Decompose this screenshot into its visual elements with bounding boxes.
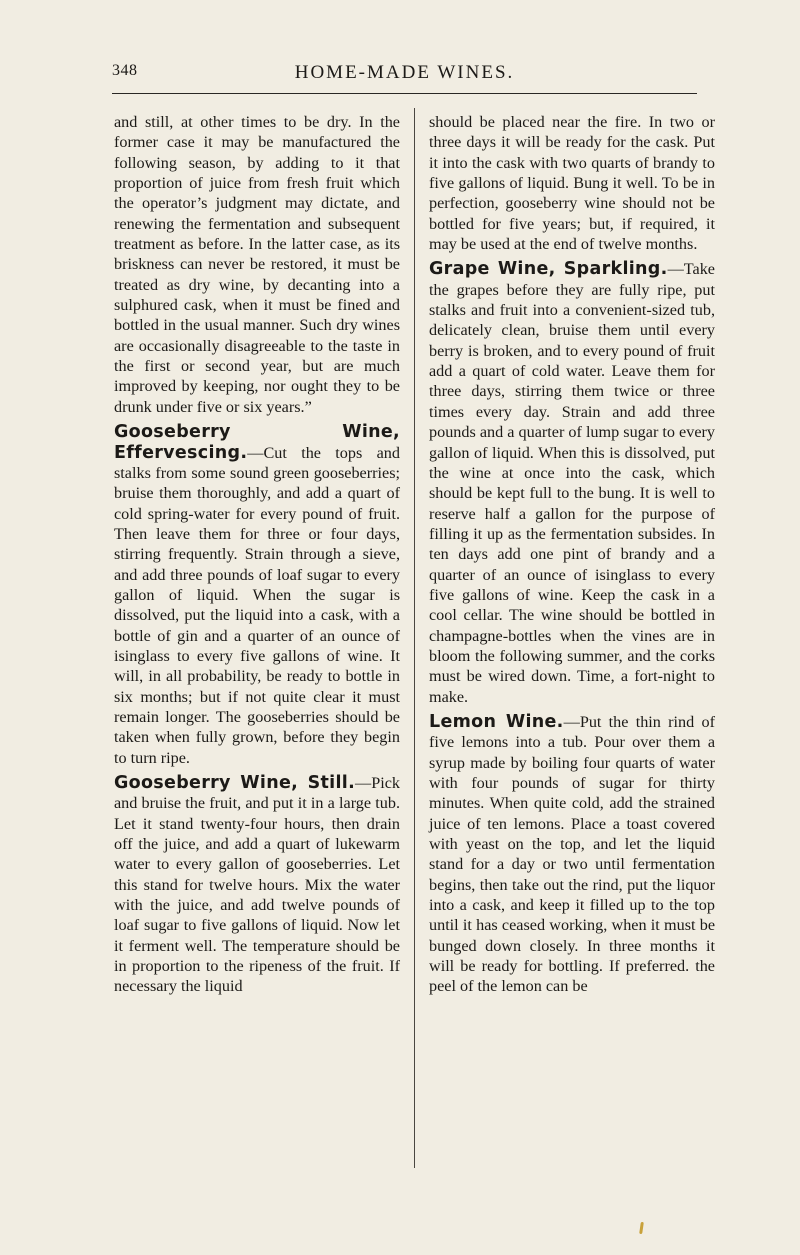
recipe-heading: Lemon Wine. (429, 711, 564, 732)
page-header (112, 62, 697, 84)
right-column (429, 112, 715, 997)
page-number: 348 (112, 62, 138, 79)
recipe-body: —Put the thin rind of five lemons into a tub. Pour over them a syrup made by boiling four quarts of water with four pounds of sugar for thirty minutes. When quite cold, add the strained juice of ten lemons. Place a toast covered with yeast on the top, and let the liquid stand for a day or two until fermentation begins, then take out the rind, put the liquor into a cask, and keep it filled up to the top until it has ceased working, when it must be bunged down closely. In three months it will be ready for bottling. If preferred. the peel of the lemon can be (429, 712, 715, 996)
left-column (114, 112, 400, 997)
running-title: HOME-MADE WINES. (294, 62, 515, 83)
header-rule (112, 93, 697, 94)
recipe-lemon (429, 712, 715, 997)
recipe-grape-sparkling (429, 259, 715, 707)
recipe-gooseberry-effervescing (114, 422, 400, 768)
recipe-heading: Gooseberry Wine, Effervescing. (114, 422, 400, 463)
continuation-paragraph: and still, at other times to be dry. In the former case it may be manufactured the following season, by adding to it that proportion of juice from fresh fruit which the operator’s judgment may dictate, and renewing the fermentation and subsequent treatment as before. In the latter case, as its briskness can never be restored, it must be treated as dry wine, by decanting into a sulphured cask, when it must be fined and bottled in the usual manner. Such dry wines are occasionally disagreeable to the taste in the first or second year, but are much improved by keeping, nor ought they to be drunk under five or six years.” (114, 113, 400, 416)
recipe-gooseberry-still (114, 773, 400, 997)
recipe-heading: Gooseberry Wine, Still. (114, 773, 356, 793)
recipe-body: —Take the grapes before they are fully ripe, put stalks and fruit into a convenient-sized tub, delicately clean, bruise them until every berry is broken, and to every pound of fruit add a quart of cold water. Leave them for three days, stirring them twice or three times every day. Strain and add three pounds and a quarter of lump sugar to every gallon of liquid. When this is dissolved, put the wine at once into the cask, which should be kept full to the bung. It is well to reserve half a gallon for the purpose of filling it up as the fermentation subsides. In ten days add one pint of brandy and a quarter of an ounce of isinglass to every five gallons of wine. Keep the cask in a cool cellar. The wine should be bottled in champagne-bottles when the vines are in bloom the following summer, and the corks must be wired down. Time, a fort-night to make. (429, 260, 715, 706)
recipe-body: —Cut the tops and stalks from some sound green gooseberries; bruise them thoroughly, and add a quart of cold spring-water for every pound of fruit. Then leave them for three or four days, stirring frequently. Strain through a sieve, and add three pounds of loaf sugar to every gallon of liquid. When the sugar is dissolved, put the liquid into a cask, with a bottle of gin and a quarter of an ounce of isinglass to every five gallons of wine. It will, in all probability, be ready to bottle in six months; but if not quite clear it must remain longer. The gooseberries should be taken when fully grown, before they begin to turn ripe. (114, 443, 400, 767)
recipe-heading: Grape Wine, Sparkling. (429, 259, 668, 280)
paper-speck (639, 1222, 644, 1234)
continuation-paragraph: should be placed near the fire. In two or three days it will be ready for the cask. Put it into the cask with two quarts of brandy to five gallons of liquid. Bung it well. To be in perfection, gooseberry wine should not be bottled for five years; but, if required, it may be used at the end of twelve months. (429, 113, 715, 254)
recipe-body: —Pick and bruise the fruit, and put it in a large tub. Let it stand twenty-four hours, then drain off the juice, and add a quart of lukewarm water to every gallon of gooseberries. Let this stand for twelve hours. Mix the water with the juice, and add twelve pounds of loaf sugar to five gallons of liquid. Now let it ferment well. The temperature should be in proportion to the ripeness of the fruit. If necessary the liquid (114, 774, 400, 996)
column-divider (414, 108, 415, 1168)
